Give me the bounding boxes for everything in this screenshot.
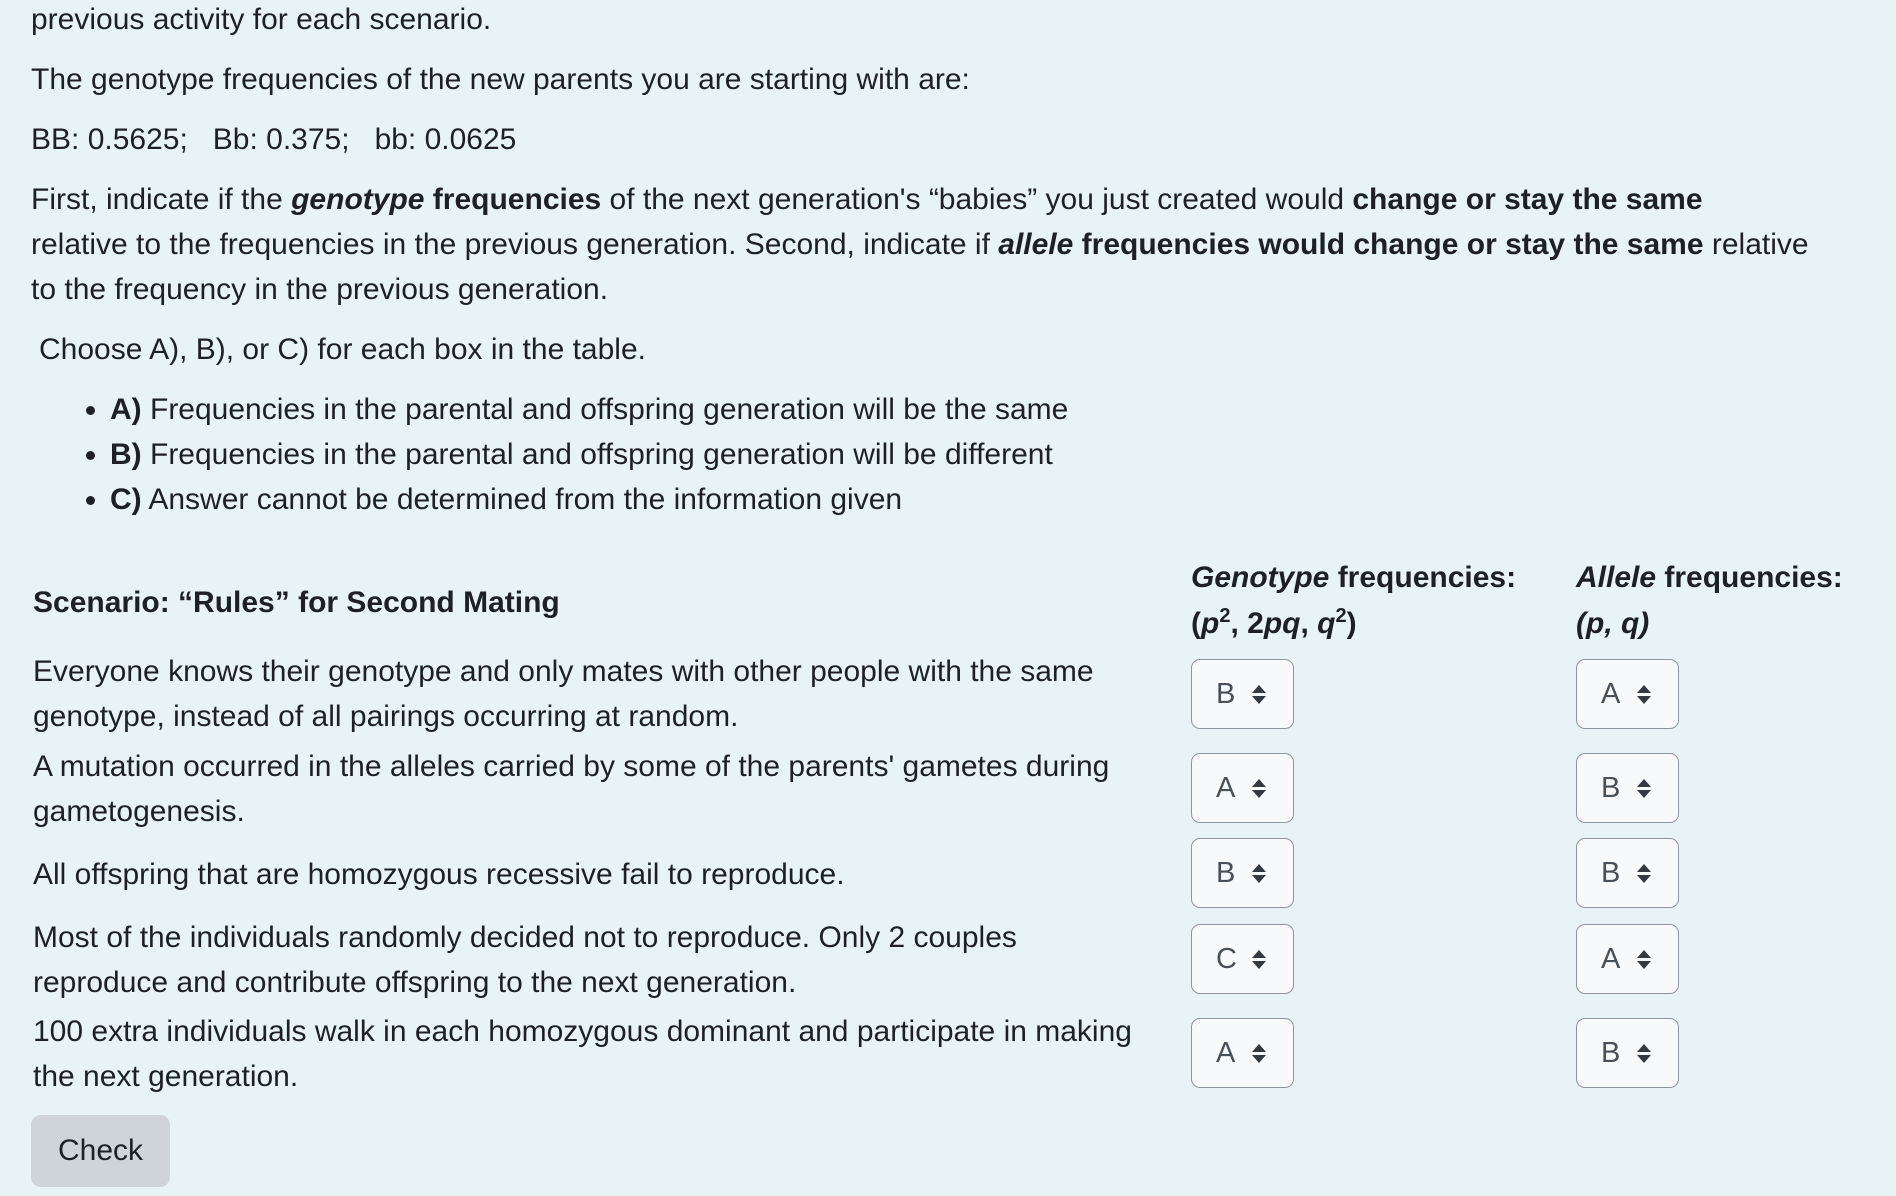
select-value: B: [1601, 771, 1621, 804]
updown-caret-icon: [1252, 779, 1266, 798]
option-key: C): [110, 483, 142, 516]
updown-caret-icon: [1637, 779, 1651, 798]
scenario-row-4: [33, 915, 1183, 1005]
select-value: A: [1216, 1036, 1236, 1069]
scenario-row-2: [33, 744, 1183, 834]
instr-text: to the frequency in the previous generation.: [31, 273, 609, 306]
updown-caret-icon: [1252, 864, 1266, 883]
instructions-paragraph: [31, 177, 1881, 312]
option-text: Frequencies in the parental and offspring generation will be the same: [141, 393, 1069, 426]
allele-header-word: Allele: [1576, 561, 1657, 594]
option-text: Frequencies in the parental and offspring generation will be different: [141, 438, 1053, 471]
scenario-text: Everyone knows their genotype and only mates with other people with the same: [33, 655, 1094, 688]
updown-caret-icon: [1637, 685, 1651, 704]
instr-text: relative: [1703, 228, 1809, 261]
option-c: [110, 477, 1068, 522]
instr-allele: allele: [998, 228, 1074, 261]
scenario-row-3: [33, 852, 1183, 897]
formula-part: , 2: [1230, 607, 1264, 640]
updown-caret-icon: [1252, 1044, 1266, 1063]
genotype-column-header: [1191, 555, 1516, 647]
options-list: [80, 387, 1068, 522]
option-key: B): [110, 438, 142, 471]
updown-caret-icon: [1637, 950, 1651, 969]
instr-genotype: genotype: [291, 183, 425, 216]
select-value: B: [1601, 856, 1621, 889]
instr-change: change or stay the same: [1352, 183, 1703, 216]
allele-select-row-3[interactable]: [1576, 838, 1679, 908]
allele-header-rest: frequencies:: [1656, 561, 1843, 594]
genotype-header-word: Genotype: [1191, 561, 1330, 594]
genotype-select-row-4[interactable]: [1191, 924, 1294, 994]
formula-part: q: [1317, 607, 1336, 640]
updown-caret-icon: [1637, 864, 1651, 883]
scenario-text: Most of the individuals randomly decided not to reproduce. Only 2 couples: [33, 921, 1017, 954]
instr-frequencies: frequencies: [424, 183, 602, 216]
scenario-header: Scenario: “Rules” for Second Mating: [33, 586, 560, 619]
genotype-select-row-2[interactable]: [1191, 753, 1294, 823]
formula-part: 2: [1335, 605, 1347, 627]
scenario-text: gametogenesis.: [33, 795, 245, 828]
scenario-row-1: [33, 649, 1183, 739]
genotype-select-row-5[interactable]: [1191, 1018, 1294, 1088]
allele-select-row-1[interactable]: [1576, 659, 1679, 729]
allele-select-row-2[interactable]: [1576, 753, 1679, 823]
instr-text: First, indicate if the: [31, 183, 292, 216]
genotype-frequencies-text: BB: 0.5625; Bb: 0.375; bb: 0.0625: [31, 123, 517, 156]
allele-select-row-4[interactable]: [1576, 924, 1679, 994]
scenario-text: the next generation.: [33, 1060, 299, 1093]
option-b: [110, 432, 1068, 477]
select-value: A: [1216, 771, 1236, 804]
option-text: Answer cannot be determined from the information given: [141, 483, 903, 516]
check-button[interactable]: Check: [31, 1115, 170, 1187]
scenario-text: 100 extra individuals walk in each homozygous dominant and participate in making: [33, 1015, 1132, 1048]
formula-part: 2: [1219, 605, 1231, 627]
select-value: B: [1601, 1036, 1621, 1069]
scenario-text: A mutation occurred in the alleles carried by some of the parents' gametes during: [33, 750, 1110, 783]
scenario-text: reproduce and contribute offspring to the next generation.: [33, 966, 797, 999]
updown-caret-icon: [1637, 1044, 1651, 1063]
select-value: A: [1601, 677, 1621, 710]
scenario-text: genotype, instead of all pairings occurring at random.: [33, 700, 739, 733]
allele-column-header: [1576, 555, 1843, 647]
option-key: A): [110, 393, 142, 426]
choose-instruction: Choose A), B), or C) for each box in the table.: [39, 333, 646, 366]
formula-part: ,: [1300, 607, 1318, 640]
select-value: A: [1601, 942, 1621, 975]
instr-text: relative to the frequencies in the previous generation. Second, indicate if: [31, 228, 999, 261]
updown-caret-icon: [1252, 685, 1266, 704]
select-value: C: [1216, 942, 1237, 975]
scenario-text: All offspring that are homozygous recessive fail to reproduce.: [33, 858, 845, 891]
genotype-select-row-1[interactable]: [1191, 659, 1294, 729]
intro-line-parents: The genotype frequencies of the new parents you are starting with are:: [31, 63, 970, 96]
genotype-header-rest: frequencies:: [1329, 561, 1517, 594]
select-value: B: [1216, 677, 1236, 710]
formula-part: (: [1191, 607, 1201, 640]
formula-part: ): [1346, 607, 1357, 640]
allele-header-formula: (p, q): [1576, 607, 1650, 640]
allele-select-row-5[interactable]: [1576, 1018, 1679, 1088]
genotype-select-row-3[interactable]: [1191, 838, 1294, 908]
scenario-row-5: [33, 1009, 1183, 1099]
instr-allele-change: frequencies would change or stay the same: [1073, 228, 1704, 261]
select-value: B: [1216, 856, 1236, 889]
intro-line-previous: previous activity for each scenario.: [31, 3, 492, 36]
formula-part: pq: [1263, 607, 1301, 640]
instr-text: of the next generation's “babies” you just created would: [601, 183, 1353, 216]
option-a: [110, 387, 1068, 432]
formula-part: p: [1201, 607, 1220, 640]
updown-caret-icon: [1252, 950, 1266, 969]
